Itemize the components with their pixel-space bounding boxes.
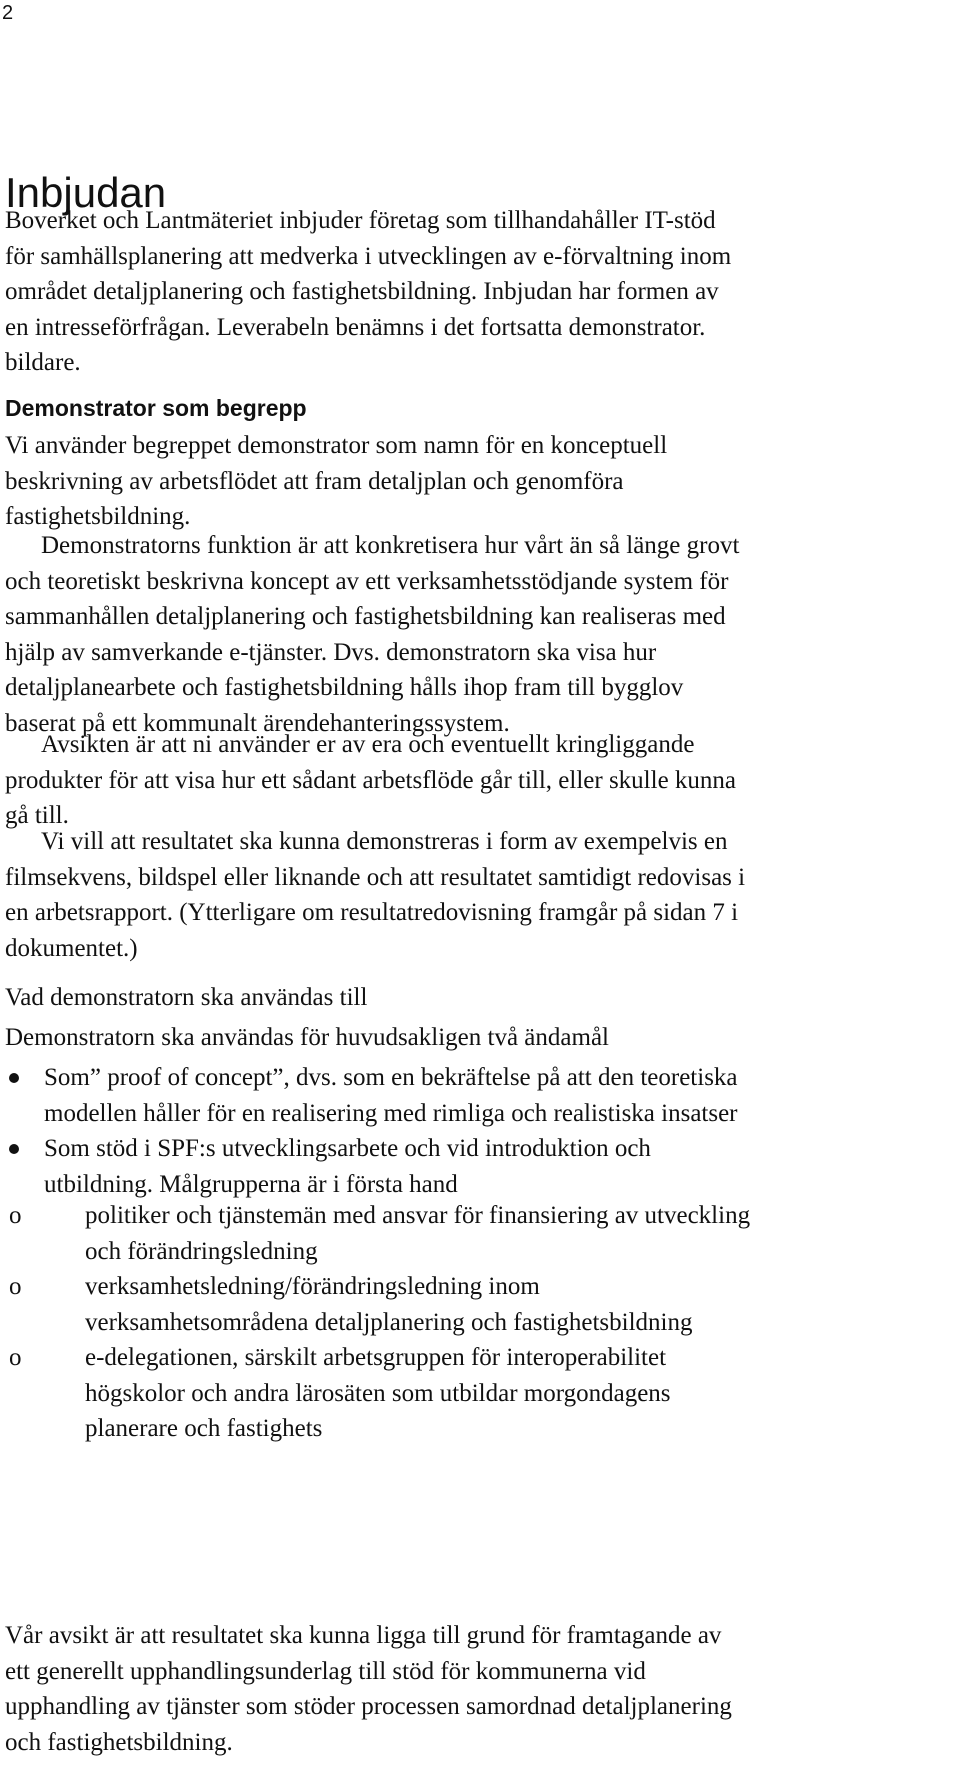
page-title: Inbjudan bbox=[5, 169, 167, 216]
text-line: Demonstratorns funktion är att konkretisera hur vårt än så länge grovt bbox=[41, 532, 740, 559]
lead-sentence: Demonstratorn ska användas för huvudsakligen två ändamål bbox=[5, 1024, 609, 1051]
bullet-icon bbox=[9, 1073, 19, 1083]
page-number: 2 bbox=[2, 2, 14, 24]
sub-list bbox=[0, 1198, 960, 1447]
text-line: Som” proof of concept”, dvs. som en bekräftelse på att den teoretiska bbox=[44, 1064, 738, 1091]
text-line: detaljplanearbete och fastighetsbildning hålls ihop fram till bygglov bbox=[5, 674, 684, 701]
text-line: Avsikten är att ni använder er av era och eventuellt kringliggande bbox=[41, 731, 695, 758]
section-heading: Demonstrator som begrepp bbox=[5, 395, 307, 421]
circle-bullet-icon: o bbox=[9, 1202, 22, 1229]
text-line: gå till. bbox=[5, 802, 69, 829]
bullet-icon bbox=[9, 1144, 19, 1154]
text-line: och teoretiskt beskrivna koncept av ett verksamhetsstödjande system för bbox=[5, 567, 729, 595]
list-item bbox=[0, 1340, 960, 1447]
list-item bbox=[0, 1269, 960, 1340]
section-heading: Vad demonstratorn ska användas till bbox=[5, 984, 368, 1011]
paragraph-purpose bbox=[5, 727, 957, 834]
text-line: filmsekvens, bildspel eller liknande och att resultatet samtidigt redovisas i bbox=[5, 863, 746, 891]
text-line: området detaljplanering och fastighetsbildning. Inbjudan har formen av bbox=[5, 278, 719, 305]
paragraph-function bbox=[5, 528, 957, 741]
text-line: modellen håller för en realisering med rimliga och realistiska insatser bbox=[44, 1099, 738, 1127]
text-line: högskolor och andra lärosäten som utbildar morgondagens bbox=[85, 1379, 671, 1407]
text-line: sammanhållen detaljplanering och fastighetsbildning kan realiseras med bbox=[5, 603, 726, 630]
text-line: politiker och tjänstemän med ansvar för finansiering av utveckling bbox=[85, 1202, 751, 1229]
text-line: fastighetsbildning. bbox=[5, 503, 191, 530]
text-line: och förändringsledning bbox=[85, 1237, 318, 1265]
text-line: hjälp av samverkande e-tjänster. Dvs. demonstratorn ska visa hur bbox=[5, 638, 657, 666]
text-line: Vi vill att resultatet ska kunna demonstreras i form av exempelvis en bbox=[41, 828, 728, 855]
circle-bullet-icon: o bbox=[9, 1344, 22, 1371]
text-line: planerare och fastighets bbox=[85, 1415, 323, 1442]
text-line: Vi använder begreppet demonstrator som namn för en konceptuell bbox=[5, 432, 668, 459]
text-line: och fastighetsbildning. bbox=[5, 1728, 233, 1756]
paragraph-result bbox=[5, 824, 957, 966]
circle-bullet-icon: o bbox=[9, 1273, 22, 1300]
text-line: en arbetsrapport. (Ytterligare om resultatredovisning framgår på sidan 7 i bbox=[5, 899, 739, 926]
text-line: verksamhetsledning/förändringsledning inom bbox=[85, 1273, 540, 1300]
text-line: en intresseförfrågan. Leverabeln benämns i det fortsatta demonstrator. bbox=[5, 313, 706, 341]
text-line: dokumentet.) bbox=[5, 934, 138, 962]
intro-paragraph bbox=[5, 203, 957, 381]
list-item bbox=[0, 1198, 960, 1269]
text-line: Vår avsikt är att resultatet ska kunna ligga till grund för framtagande av bbox=[5, 1622, 722, 1649]
text-line: verksamhetsområdena detaljplanering och fastighetsbildning bbox=[85, 1308, 693, 1336]
text-line: produkter för att visa hur ett sådant arbetsflöde går till, eller skulle kunna bbox=[5, 766, 737, 794]
text-line: Som stöd i SPF:s utvecklingsarbete och vid introduktion och bbox=[44, 1135, 651, 1162]
closing-paragraph bbox=[5, 1618, 957, 1760]
text-line: utbildning. Målgrupperna är i första hand bbox=[44, 1170, 458, 1198]
text-line: för samhällsplanering att medverka i utvecklingen av e-förvaltning inom bbox=[5, 242, 732, 270]
paragraph-definition bbox=[5, 428, 957, 535]
text-line: beskrivning av arbetsflödet att fram detaljplan och genomföra bbox=[5, 467, 624, 495]
text-line: e-delegationen, särskilt arbetsgruppen för interoperabilitet bbox=[85, 1344, 667, 1371]
text-line: Boverket och Lantmäteriet inbjuder företag som tillhandahåller IT-stöd bbox=[5, 207, 716, 234]
bullet-list bbox=[0, 1060, 960, 1202]
list-item bbox=[0, 1131, 960, 1202]
text-line: ett generellt upphandlingsunderlag till stöd för kommunerna vid bbox=[5, 1657, 646, 1685]
text-line: baserat på ett kommunalt ärendehanteringssystem. bbox=[5, 709, 510, 737]
text-line: bildare. bbox=[5, 349, 81, 376]
list-item bbox=[0, 1060, 960, 1131]
text-line: upphandling av tjänster som stöder processen samordnad detaljplanering bbox=[5, 1693, 732, 1720]
